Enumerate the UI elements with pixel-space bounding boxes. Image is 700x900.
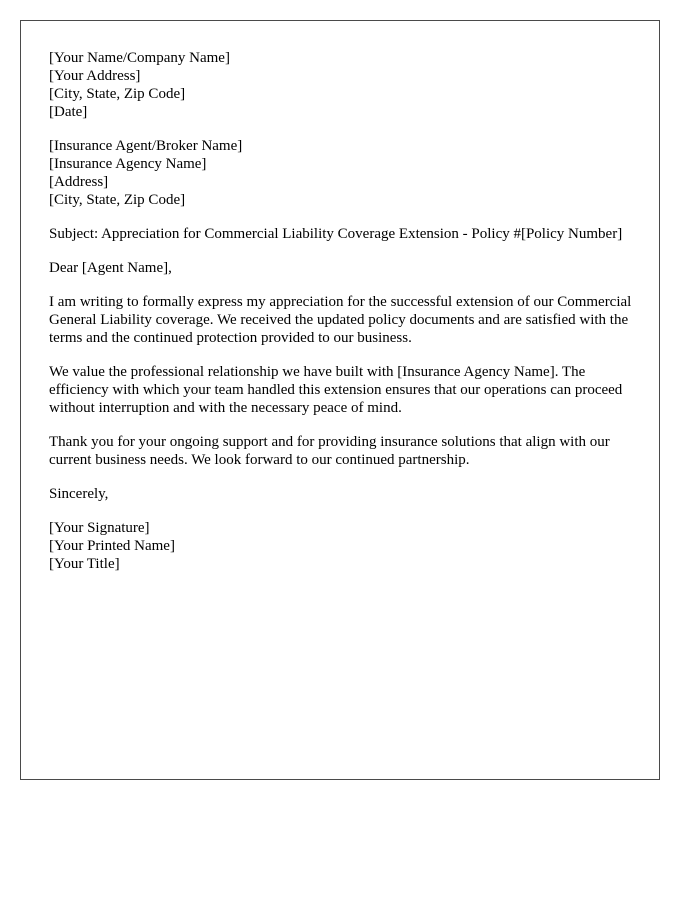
signer-title: [Your Title]	[49, 556, 120, 572]
recipient-agency: [Insurance Agency Name]	[49, 156, 207, 172]
recipient-address: [Address]	[49, 174, 109, 190]
sender-address: [Your Address]	[49, 68, 141, 84]
recipient-name: [Insurance Agent/Broker Name]	[49, 138, 243, 154]
signature-line: [Your Signature]	[49, 520, 150, 536]
signature-block	[49, 519, 634, 573]
subject-line: Subject: Appreciation for Commercial Liability Coverage Extension - Policy #[Policy Number]	[49, 226, 623, 242]
salutation: Dear [Agent Name],	[49, 260, 172, 276]
recipient-city-state-zip: [City, State, Zip Code]	[49, 192, 186, 208]
sender-name: [Your Name/Company Name]	[49, 50, 230, 66]
closing: Sincerely,	[49, 486, 109, 502]
letter-page	[20, 20, 660, 780]
letter-date: [Date]	[49, 104, 88, 120]
printed-name: [Your Printed Name]	[49, 538, 175, 554]
body-paragraph-3: Thank you for your ongoing support and for providing insurance solutions that align with our current business needs. We look forward to our continued partnership.	[49, 434, 610, 468]
body-paragraph-1: I am writing to formally express my appreciation for the successful extension of our Commercial General Liability coverage. We received the updated policy documents and are satisfied with the terms and the continued protection provided to our business.	[49, 294, 632, 346]
sender-block	[49, 49, 634, 121]
recipient-block	[49, 137, 634, 209]
sender-city-state-zip: [City, State, Zip Code]	[49, 86, 186, 102]
body-paragraph-2: We value the professional relationship we have built with [Insurance Agency Name]. The efficiency with which your team handled this extension ensures that our operations can proceed without interruption and with the necessary peace of mind.	[49, 364, 623, 416]
letter-content	[49, 49, 634, 589]
